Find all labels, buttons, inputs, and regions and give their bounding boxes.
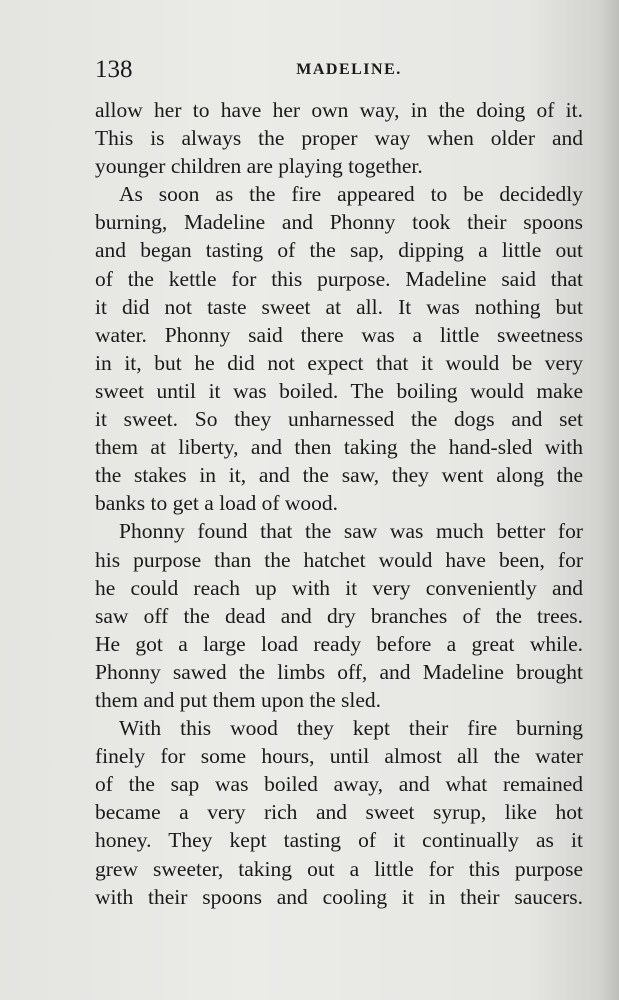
running-title: MADELINE. xyxy=(296,61,402,78)
page-number: 138 xyxy=(95,56,133,83)
text-line: became a very rich and sweet syrup, like hot xyxy=(95,800,583,825)
text-line: sweet until it was boiled. The boiling would make xyxy=(95,378,583,403)
text-line: Phonny found that the saw was much better for xyxy=(119,519,583,544)
text-line: his purpose than the hatchet would have been, for xyxy=(95,547,583,572)
text-line: it sweet. So they unharnessed the dogs and set xyxy=(95,407,583,432)
text-line: in it, but he did not expect that it would be very xyxy=(95,350,583,375)
text-line: younger children are playing together. xyxy=(95,154,423,179)
text-line: As soon as the fire appeared to be decidedly xyxy=(119,182,583,207)
text-line: them at liberty, and then taking the hand-sled with xyxy=(95,435,583,460)
text-line: it did not taste sweet at all. It was nothing but xyxy=(95,294,583,319)
text-line: saw off the dead and dry branches of the trees. xyxy=(95,603,583,628)
text-line: with their spoons and cooling it in their saucers. xyxy=(95,884,583,909)
text-line: finely for some hours, until almost all the water xyxy=(95,744,583,769)
text-line: This is always the proper way when older and xyxy=(95,126,583,151)
text-line: burning, Madeline and Phonny took their spoons xyxy=(95,210,583,235)
page-header xyxy=(95,56,583,88)
text-line: He got a large load ready before a great while. xyxy=(95,631,583,656)
page-body-text xyxy=(95,96,583,911)
text-line: water. Phonny said there was a little sweetness xyxy=(95,322,583,347)
text-line: and began tasting of the sap, dipping a little out xyxy=(95,238,583,263)
text-line: of the sap was boiled away, and what remained xyxy=(95,772,583,797)
text-line: the stakes in it, and the saw, they went along the xyxy=(95,463,583,488)
text-line: banks to get a load of wood. xyxy=(95,491,339,516)
text-line: With this wood they kept their fire burning xyxy=(119,716,583,741)
text-line: he could reach up with it very conveniently and xyxy=(95,575,583,600)
text-line: Phonny sawed the limbs off, and Madeline brought xyxy=(95,659,583,684)
text-line: grew sweeter, taking out a little for this purpose xyxy=(95,856,583,881)
text-line: honey. They kept tasting of it continually as it xyxy=(95,828,583,853)
text-line: of the kettle for this purpose. Madeline said that xyxy=(95,266,583,291)
text-line: them and put them upon the sled. xyxy=(95,687,382,712)
text-line: allow her to have her own way, in the doing of it. xyxy=(95,98,583,122)
